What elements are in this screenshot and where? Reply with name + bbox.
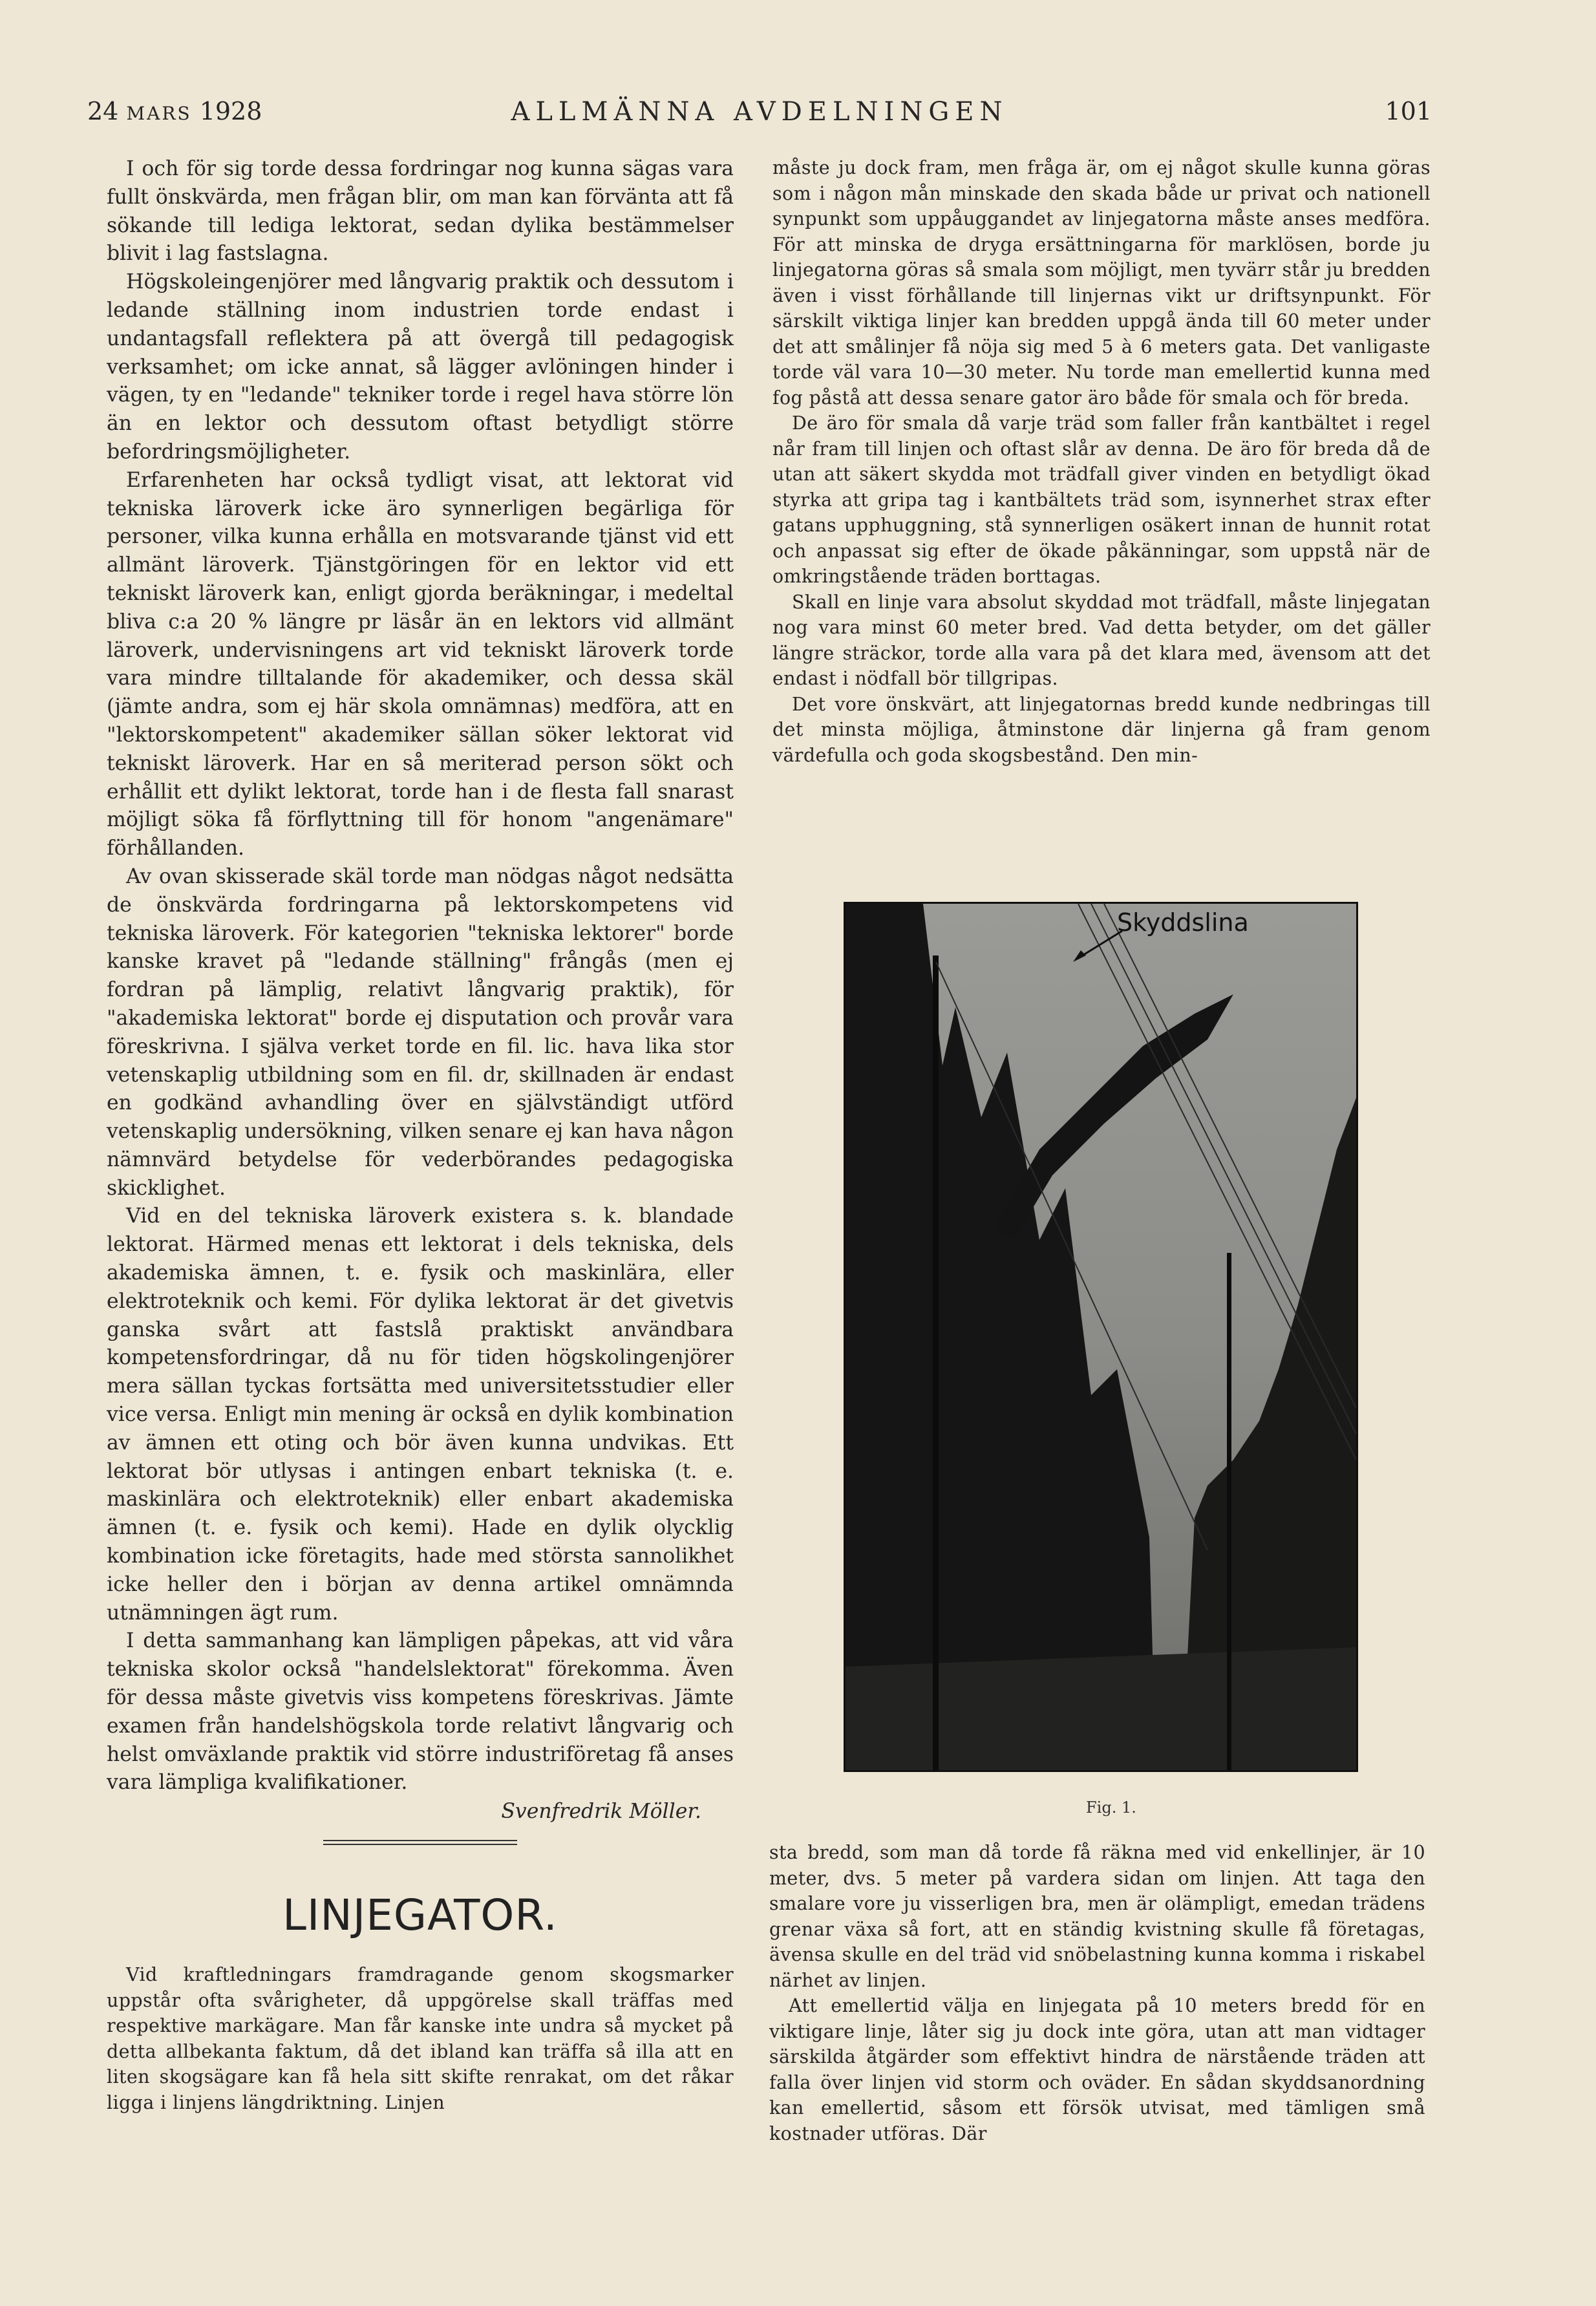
- right-column-lower: [769, 1840, 1425, 2146]
- author-signature: Svenfredrik Möller.: [501, 1800, 701, 1824]
- divider-line: [323, 1840, 517, 1841]
- left-column: [107, 155, 734, 2115]
- article-paragraph: måste ju dock fram, men fråga är, om ej något skulle kunna göras som i någon mån minskade den skada både ur privat och nationell synpunkt som uppåuggandet av linjegatorna måste anses medföra. För att minska de dryga ersättningarna för marklösen, borde ju linjegatorna göras så smala som möjligt, men tyvärr står ju bredden även i visst förhållande till linjernas vikt ur driftsynpunkt. För särskilt viktiga linjer kan bredden uppgå ända till 60 meter under det att smålinjer få nöja sig med 5 à 6 meters gata. Det vanligaste torde väl vara 10—30 meter. Nu torde man emellertid kunna med fog påstå att dessa senare gator äro både för smala och för breda.: [772, 157, 1431, 409]
- article-paragraph: Vid en del tekniska läroverk existera s. k. blandade lektorat. Härmed menas ett lektorat i dels tekniska, dels akademiska ämnen, t. e. fysik och maskinlära, eller elektroteknik och kemi. För dylika lektorat är det givetvis ganska svårt att fastslå praktiskt användbara kompetensfordringar, då nu för tiden högskolingenjörer mera sällan tyckas fortsätta med universitetsstudier eller vice versa. Enligt min mening är också en dylik kombination av ämnen ett oting och bör även kunna undvikas. Ett lektorat bör utlysas i antingen enbart tekniska (t. e. maskinlära och elektroteknik) eller enbart akademiska ämnen (t. e. fysik och kemi). Hade en dylik olycklig kombination icke företagits, hade med största sannolikhet icke heller den i början av denna artikel omnämnda utnämningen ägt rum.: [107, 1204, 734, 1625]
- date-year: 1928: [199, 97, 262, 125]
- article-paragraph: I detta sammanhang kan lämpligen påpekas, att vid våra tekniska skolor också "handelslektorat" förekomma. Även för dessa måste givetvis viss kompetens föreskrivas. Jämte examen från handelshögskola torde relativt långvarig och helst omväxlande praktik vid större industriföretag få anses vara lämpliga kvalifikationer.: [107, 1629, 734, 1795]
- page-header: [87, 97, 1432, 136]
- figure-caption: Fig. 1.: [1086, 1799, 1136, 1817]
- section-title: ALLMÄNNA AVDELNINGEN: [511, 97, 1008, 127]
- article-paragraph: I och för sig torde dessa fordringar nog kunna sägas vara fullt önskvärda, men frågan blir, om man kan förvänta att få sökande till lediga lektorat, sedan dylika bestämmelser blivit i lag fastslagna.: [107, 157, 734, 266]
- article-paragraph: Erfarenheten har också tydligt visat, att lektorat vid tekniska läroverk icke äro synnerligen begärliga för personer, vilka kunna erhålla en motsvarande tjänst vid ett allmänt läroverk. Tjänstgöringen för en lektor vid ett tekniskt läroverk kan, enligt gjorda beräkningar, i medeltal bliva c:a 20 % längre pr läsår än en lektors vid allmänt läroverk, undervisningens art vid tekniskt läroverk torde vara mindre tilltalande för akademiker, och dessa skäl (jämte andra, som ej här skola omnämnas) medföra, att en "lektorskompetent" akademiker sällan söker lektorat vid tekniskt läroverk. Har en så meriterad person sökt och erhållit ett dylikt lektorat, torde han i de flesta fall snarast möjligt söka få förflyttning till för honom "angenämare" förhållanden.: [107, 468, 734, 860]
- forest-photo-figure: [844, 902, 1358, 1772]
- article-paragraph: sta bredd, som man då torde få räkna med vid enkellinjer, är 10 meter, dvs. 5 meter på vardera sidan om linjen. Att taga den smalare vore ju visserligen bra, men är olämpligt, emedan trädens grenar växa så fort, att en ständig kvistning skulle få företagas, ävensa skulle en del träd vid snöbelastning kunna komma i riskabel närhet av linjen.: [769, 1842, 1425, 1991]
- date-day: 24: [87, 97, 119, 125]
- article-heading: LINJEGATOR.: [282, 1890, 558, 1941]
- page-number: 101: [1385, 97, 1432, 125]
- forest-photo: [846, 904, 1356, 1770]
- divider-line: [323, 1844, 517, 1845]
- right-column: [772, 155, 1431, 768]
- article-paragraph: Att emellertid välja en linjegata på 10 meters bredd för en viktigare linje, låter sig ju dock inte göra, utan att man vidtager särskilda åtgärder som effektivt hindra de närstående träden att falla över linjen vid storm och oväder. En sådan skyddsanordning kan emellertid, såsom ett försök utvisat, med tämligen små kostnader utföras. Där: [769, 1995, 1425, 2144]
- article-paragraph: Skall en linje vara absolut skyddad mot trädfall, måste linjegatan nog vara minst 60 meter bred. Vad detta betyder, om det gäller längre sträckor, torde alla vara på det klara med, ävensom att det endast i nödfall bör tillgripas.: [772, 591, 1431, 689]
- article-paragraph: Av ovan skisserade skäl torde man nödgas något nedsätta de önskvärda fordringarna på lektorskompetens vid tekniska läroverk. För kategorien "tekniska lektorer" borde kanske kravet på "ledande ställning" frångås (men ej fordran på lämplig, relativt långvarig praktik), för "akademiska lektorat" borde ej disputation och provår vara föreskrivna. I själva verket torde en fil. lic. hava lika stor vetenskaplig utbildning som en fil. dr, skillnaden är endast en godkänd avhandling över en självständigt utförd vetenskaplig undersökning, vilken senare ej kan hava någon nämnvärd betydelse för vederbörandes pedagogiska skicklighet.: [107, 864, 734, 1200]
- figure-annotation: Skyddslina: [1117, 908, 1249, 937]
- article-paragraph: Vid kraftledningars framdragande genom skogsmarker uppstår ofta svårigheter, då uppgörelse skall träffas med respektive markägare. Man får kanske inte undra så mycket på detta allbekanta faktum, då det ibland kan träffa så illa att en liten skogsägare kan få hela sitt skifte renrakat, om det råkar ligga i linjens längdriktning. Linjen: [107, 1964, 734, 2113]
- date-month: MARS: [126, 103, 192, 124]
- article-paragraph: Det vore önskvärt, att linjegatornas bredd kunde nedbringas till det minsta möjliga, åtminstone där linjerna gå fram genom värdefulla och goda skogsbestånd. Den min-: [772, 693, 1431, 766]
- article-paragraph: Högskoleingenjörer med långvarig praktik och dessutom i ledande ställning inom industrien torde endast i undantagsfall reflektera på att övergå till pedagogisk verksamhet; om icke annat, så lägger avlöningen hinder i vägen, ty en "ledande" tekniker torde i regel hava större lön än en lektor och dessutom oftast betydligt större befordringsmöjligheter.: [107, 270, 734, 464]
- article-paragraph: De äro för smala då varje träd som faller från kantbältet i regel når fram till linjen och oftast slår av denna. De äro för breda då de utan att säkert skydda mot trädfall giver vinden en betydligt ökad styrka att gripa tag i kantbältets träd som, isynnerhet strax efter gatans upphuggning, stå synnerligen osäkert innan de hunnit rotat och anpassat sig efter de ökade påkänningar, som uppstå när de omkringstående träden borttagas.: [772, 412, 1431, 587]
- utility-pole: [933, 955, 939, 1770]
